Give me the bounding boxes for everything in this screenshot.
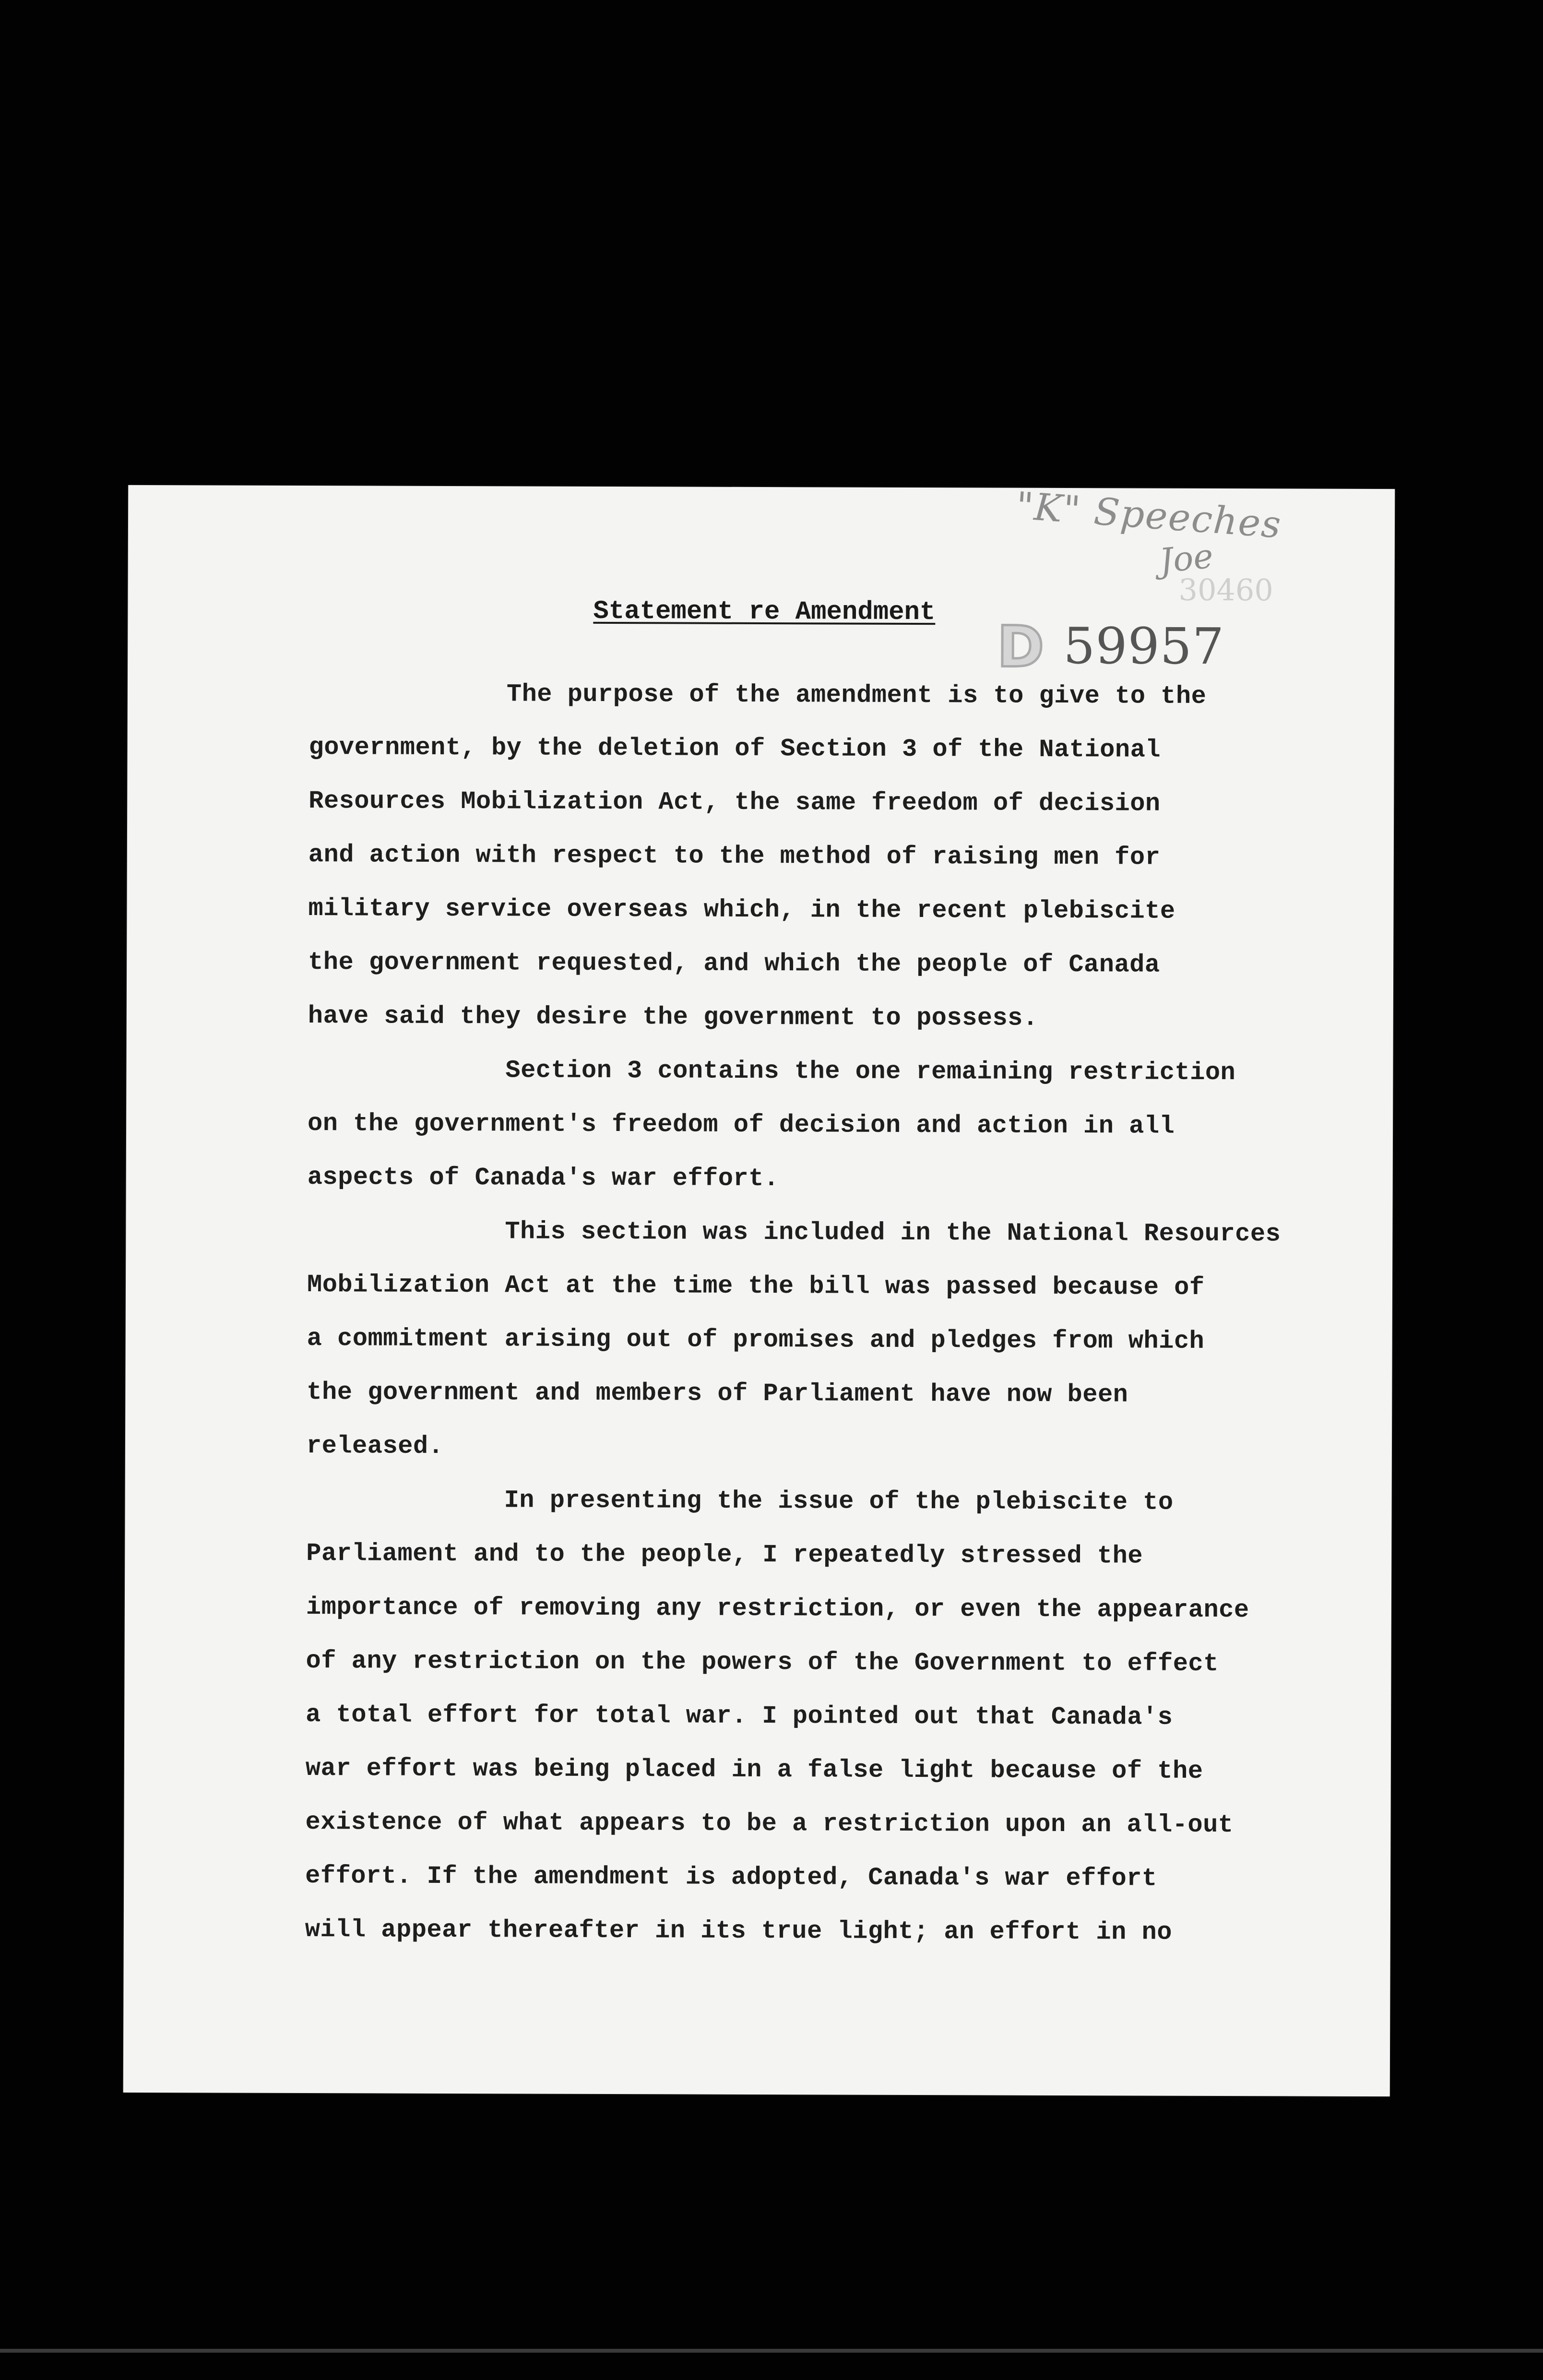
text-line: importance of removing any restriction, or even the appearance [306, 1593, 1249, 1625]
text-line: and action with respect to the method of raising men for [308, 841, 1161, 872]
text-line: the government and members of Parliament have now been [307, 1378, 1128, 1409]
text-line: The purpose of the amendment is to give to the [506, 680, 1207, 711]
handwritten-initial: Joe [1157, 536, 1215, 581]
text-line: war effort was being placed in a false light because of the [305, 1754, 1203, 1785]
text-line: will appear thereafter in its true light; an effort in no [305, 1916, 1173, 1947]
text-line: have said they desire the government to possess. [308, 1002, 1038, 1033]
text-line: Section 3 contains the one remaining restriction [505, 1056, 1236, 1087]
text-line: government, by the deletion of Section 3 of the National [309, 733, 1161, 764]
text-line: Parliament and to the people, I repeatedly stressed the [306, 1539, 1143, 1571]
text-line: military service overseas which, in the recent plebiscite [308, 894, 1175, 926]
film-edge-line [0, 2349, 1543, 2353]
text-line: This section was included in the National Resources [505, 1217, 1281, 1249]
text-line: a total effort for total war. I pointed out that Canada's [306, 1701, 1173, 1732]
paragraph-1 [308, 667, 1389, 1047]
document-body [305, 667, 1389, 1960]
document-page [123, 485, 1395, 2096]
text-line: aspects of Canada's war effort. [307, 1163, 779, 1193]
text-line: Resources Mobilization Act, the same freedom of decision [309, 787, 1161, 818]
text-line: released. [306, 1432, 444, 1461]
stamp-number: 59957 [1063, 616, 1225, 676]
text-line: Mobilization Act at the time the bill was passed because of [307, 1271, 1205, 1302]
stamp-letter: D [997, 613, 1044, 680]
handwritten-note: "K" Speeches [1014, 484, 1283, 547]
paragraph-4 [305, 1473, 1386, 1960]
text-line: of any restriction on the powers of the Government to effect [306, 1647, 1219, 1678]
text-line: on the government's freedom of decision and action in all [307, 1109, 1175, 1141]
text-line: the government requested, and which the people of Canada [308, 948, 1160, 979]
faint-page-number: 30460 [1178, 572, 1273, 608]
text-line: a commitment arising out of promises and pledges from which [307, 1324, 1205, 1356]
document-title: Statement re Amendment [593, 596, 936, 628]
text-line: effort. If the amendment is adopted, Canada's war effort [305, 1862, 1157, 1893]
text-line: In presenting the issue of the plebiscite to [504, 1486, 1174, 1517]
paragraph-3 [307, 1204, 1387, 1476]
text-line: existence of what appears to be a restriction upon an all-out [305, 1808, 1234, 1840]
paragraph-2 [308, 1043, 1388, 1208]
